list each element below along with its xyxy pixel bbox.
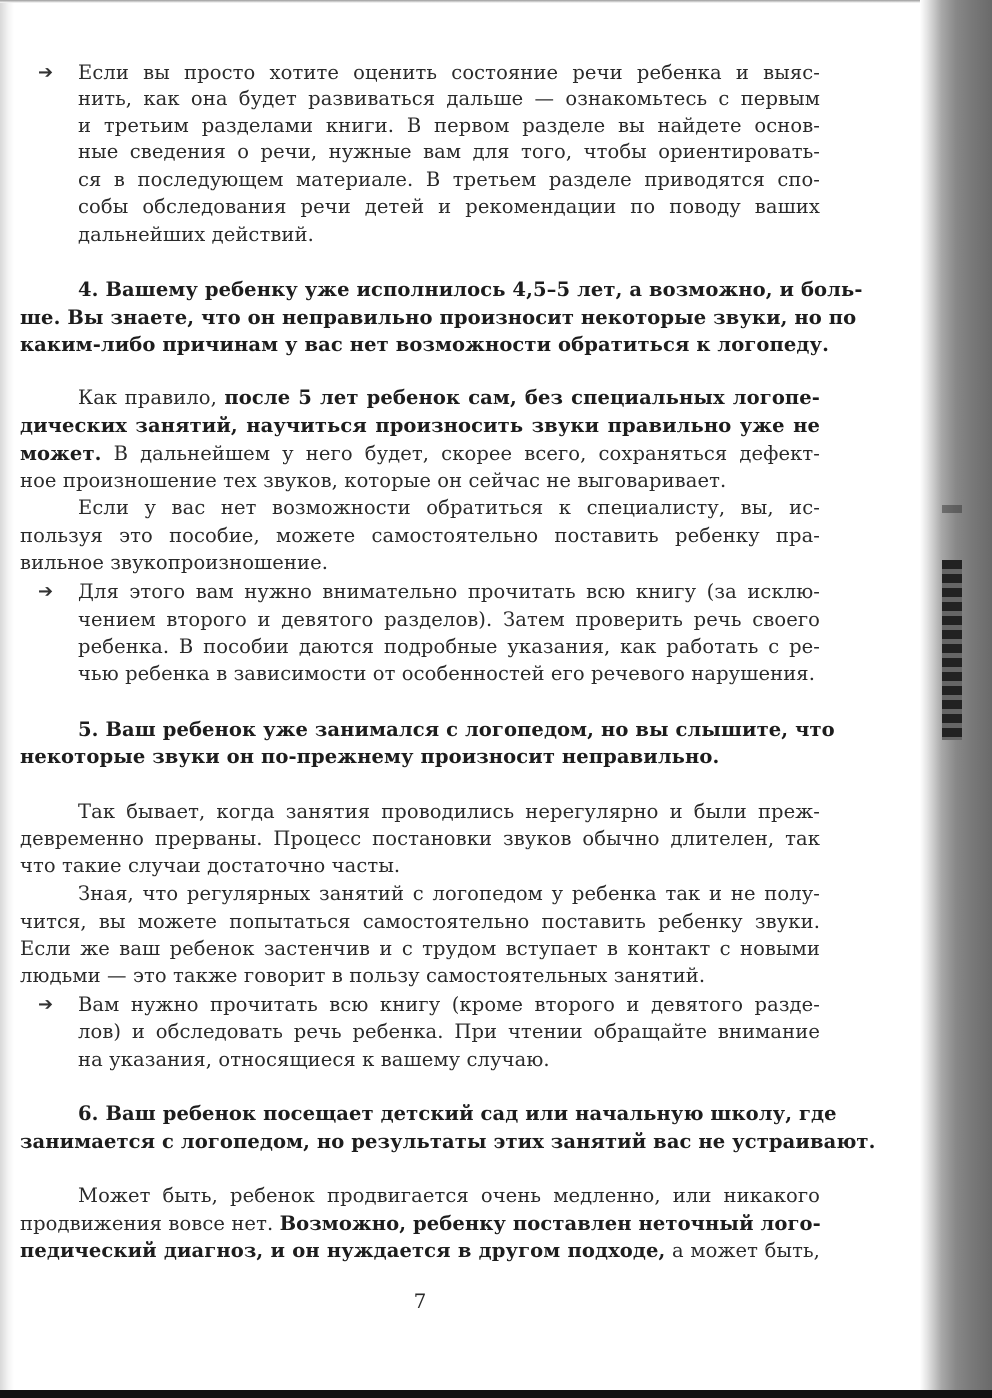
- text-run: продвижения вовсе нет.: [20, 1212, 280, 1235]
- arrow-bullet-icon: ➔: [38, 581, 54, 602]
- page-left-edge-shadow: [0, 0, 14, 1390]
- text-line: чью ребенка в зависимости от особенностей его речевого нарушения.: [78, 662, 815, 685]
- section-heading-4: 4. Вашему ребенку уже исполнилось 4,5–5 лет, а возможно, и боль-: [78, 278, 863, 301]
- scan-bottom-edge: [0, 1390, 992, 1398]
- text-run: В дальнейшем у него будет, скорее всего, сохраняться дефект-: [101, 442, 820, 465]
- text-line: Может быть, ребенок продвигается очень медленно, или никакого: [78, 1184, 820, 1207]
- text-line: собы обследования речи детей и рекомендации по поводу ваших: [78, 195, 820, 218]
- text-line: [20, 441, 820, 467]
- text-line: пользуя это пособие, можете самостоятельно поставить ребенку пра-: [20, 524, 820, 547]
- arrow-bullet-icon: ➔: [38, 994, 54, 1015]
- binding-mark: [942, 505, 962, 513]
- text-line: Для этого вам нужно внимательно прочитать всю книгу (за исклю-: [78, 580, 820, 603]
- section-heading-5: 5. Ваш ребенок уже занимался с логопедом, но вы слышите, что: [78, 718, 835, 741]
- emphasis-text: может.: [20, 442, 102, 465]
- emphasis-text: дических занятий, научиться произносить звуки правильно уже не: [20, 414, 820, 437]
- text-line: ребенка. В пособии даются подробные указания, как работать с ре-: [78, 635, 820, 658]
- page-top-edge: [0, 0, 930, 3]
- text-line: [20, 1238, 820, 1264]
- section-heading-6: занимается с логопедом, но результаты этих занятий вас не устраивают.: [20, 1130, 876, 1153]
- section-heading-5: некоторые звуки он по-прежнему произносит неправильно.: [20, 745, 720, 768]
- emphasis-text: педический диагноз, и он нуждается в другом подходе,: [20, 1239, 666, 1262]
- text-line: [78, 385, 820, 411]
- text-line: что такие случаи достаточно часты.: [20, 854, 401, 877]
- page-number: 7: [413, 1289, 427, 1313]
- text-line: ные сведения о речи, нужные вам для того, чтобы ориентировать-: [78, 140, 820, 163]
- text-line: Если вы просто хотите оценить состояние речи ребенка и выяс-: [78, 61, 820, 84]
- text-line: нить, как она будет развиваться дальше — ознакомьтесь с первым: [78, 87, 820, 110]
- text-run: Как правило,: [78, 386, 225, 409]
- text-line: дальнейших действий.: [78, 223, 314, 246]
- text-line: [20, 1211, 820, 1237]
- binding-mark: [942, 560, 962, 740]
- arrow-bullet-icon: ➔: [38, 62, 54, 83]
- text-line: и третьим разделами книги. В первом разделе вы найдете основ-: [78, 114, 820, 137]
- text-line: людьми — это также говорит в пользу самостоятельных занятий.: [20, 964, 706, 987]
- text-line: вильное звукопроизношение.: [20, 551, 329, 574]
- text-line: чится, вы можете попытаться самостоятельно поставить ребенку звуки.: [20, 910, 820, 933]
- emphasis-text: после 5 лет ребенок сам, без специальных логопе-: [224, 386, 820, 409]
- text-line: Так бывает, когда занятия проводились нерегулярно и были преж-: [78, 800, 820, 823]
- text-line: ся в последующем материале. В третьем разделе приводятся спо-: [78, 168, 820, 191]
- text-line: на указания, относящиеся к вашему случаю.: [78, 1048, 550, 1071]
- section-heading-6: 6. Ваш ребенок посещает детский сад или начальную школу, где: [78, 1102, 837, 1125]
- text-line: чением второго и девятого разделов). Затем проверить речь своего: [78, 608, 820, 631]
- section-heading-4: ше. Вы знаете, что он неправильно произносит некоторые звуки, но по: [20, 306, 857, 329]
- text-run: а может быть,: [665, 1239, 820, 1262]
- emphasis-text: Возможно, ребенку поставлен неточный лого-: [279, 1212, 821, 1235]
- text-line: ное произношение тех звуков, которые он сейчас не выговаривает.: [20, 469, 727, 492]
- text-line: Если же ваш ребенок застенчив и с трудом вступает в контакт с новыми: [20, 937, 820, 960]
- text-line: девременно прерваны. Процесс постановки звуков обычно длителен, так: [20, 827, 820, 850]
- text-line: Вам нужно прочитать всю книгу (кроме второго и девятого разде-: [78, 993, 820, 1016]
- text-line: Зная, что регулярных занятий с логопедом у ребенка так и не полу-: [78, 882, 820, 905]
- text-line: лов) и обследовать речь ребенка. При чтении обращайте внимание: [78, 1020, 820, 1043]
- section-heading-4: каким-либо причинам у вас нет возможности обратиться к логопеду.: [20, 333, 829, 356]
- text-line: Если у вас нет возможности обратиться к специалисту, вы, ис-: [78, 496, 820, 519]
